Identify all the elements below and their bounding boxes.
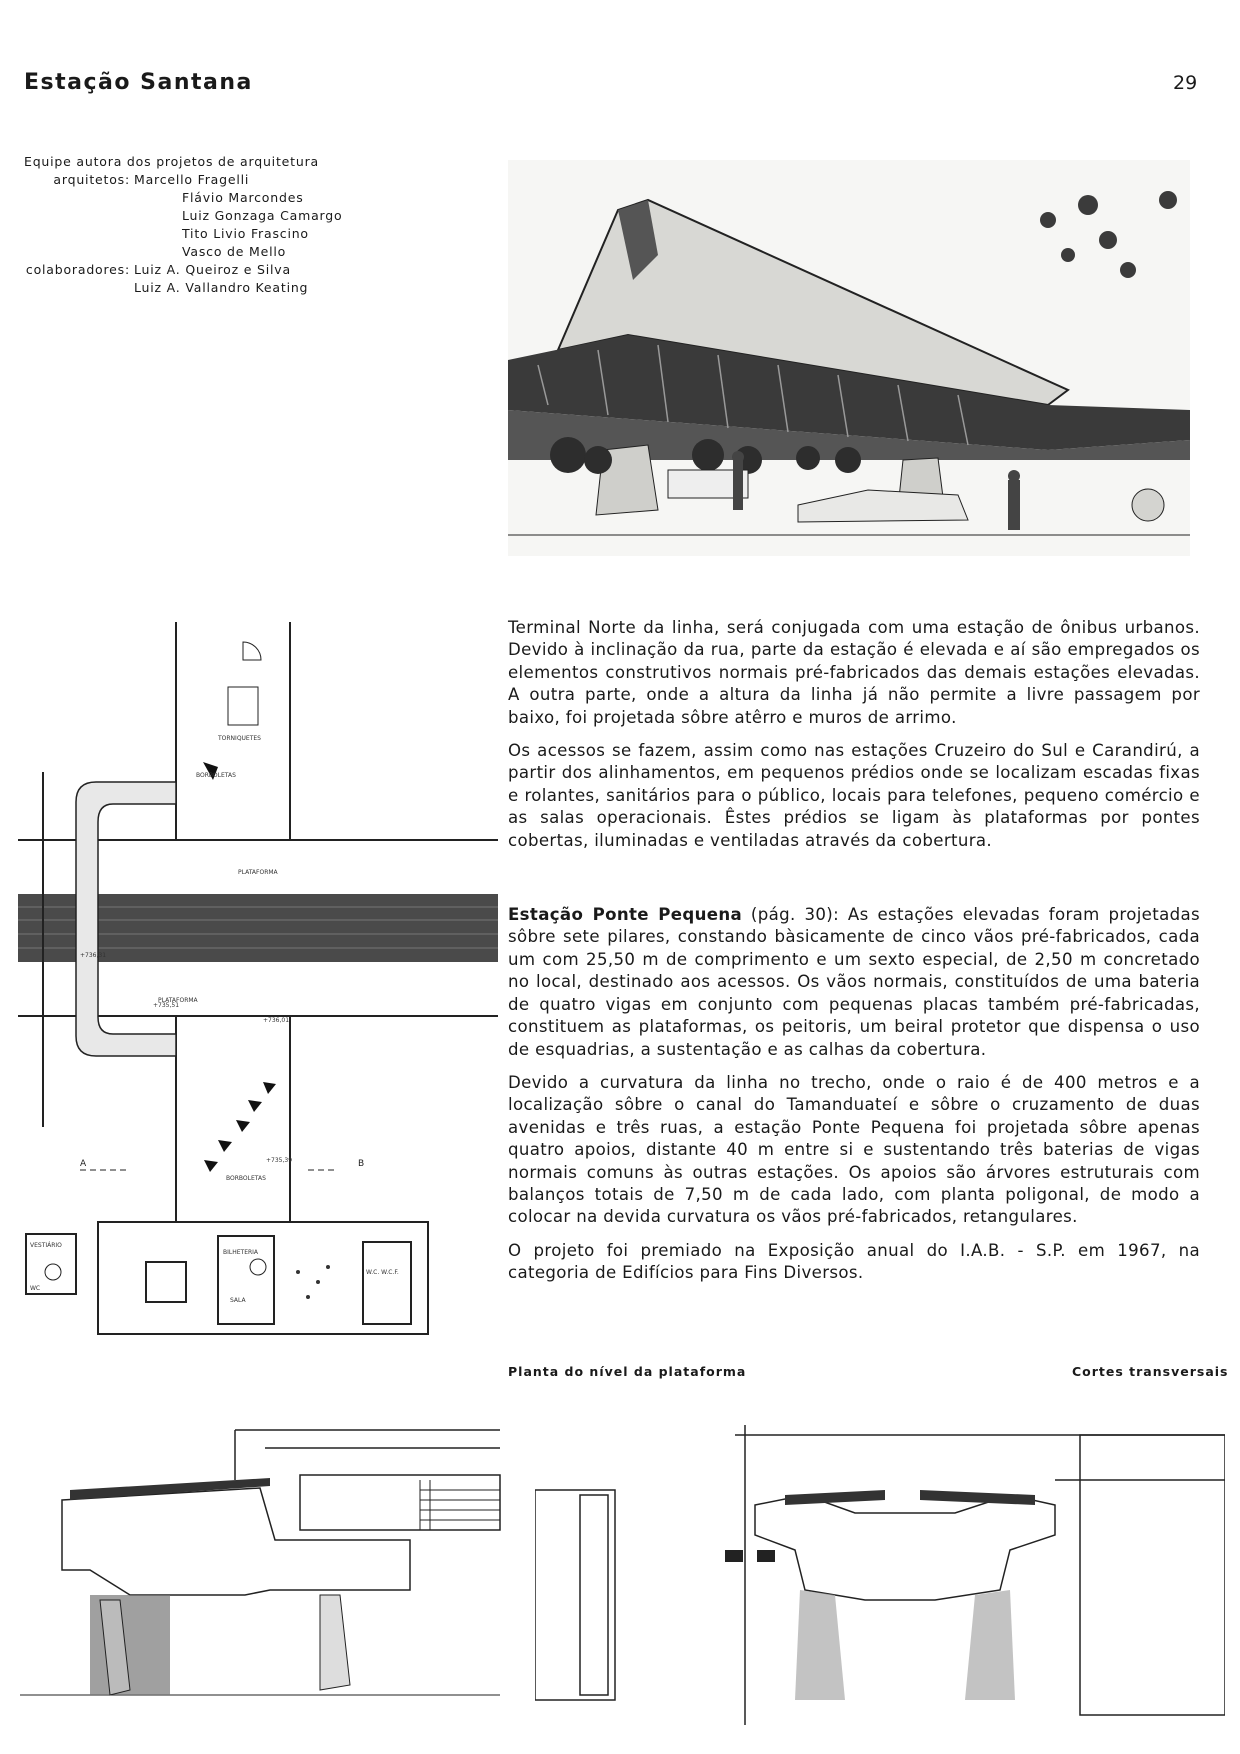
level-2: +735,51	[153, 1002, 180, 1009]
paragraph-3-text: (pág. 30): As estações elevadas foram projetadas sôbre sete pilares, constando bàsicamente de cinco vãos pré-fabricados, cada um com 25,50 m de comprimento e um sexto especial, de 2,50 m concretado no local, destinado aos acessos. Os vãos normais, constituídos de uma bateria de quatro vigas em conjunto com pequenas placas também pré-fabricadas, constituem as plataformas, os peitoris, um beiral protetor que dispensa o uso de esquadrias, a sustentação e as calhas da cobertura.	[508, 905, 1200, 1059]
level-3: +736,01	[263, 1017, 290, 1024]
wc-block-label: W.C. W.C.F.	[366, 1269, 399, 1276]
architect-name: Tito Livio Frascino	[182, 226, 309, 241]
section-b-marker: B	[358, 1159, 365, 1169]
paragraph-3	[508, 904, 1200, 1061]
borboletas-label-top: BORBOLETAS	[196, 772, 236, 779]
borboletas-label-bottom: BORBOLETAS	[226, 1175, 266, 1182]
level-4: +735,39	[266, 1157, 293, 1164]
platform-label-bottom: PLATAFORMA	[158, 997, 198, 1004]
plan-caption: Planta do nível da plataforma	[508, 1364, 747, 1379]
collaborator-name: Luiz A. Queiroz e Silva	[134, 262, 291, 277]
cross-section-drawing-a	[20, 1420, 520, 1725]
architect-name: Marcello Fragelli	[134, 172, 250, 187]
paragraph-1: Terminal Norte da linha, será conjugada com uma estação de ônibus urbanos. Devido à inclinação da rua, parte da estação é elevada e aí são empregados os elementos construtivos normais pré-fabricados das demais estações elevadas. A outra parte, onde a altura da linha já não permite a livre passagem por baixo, foi projetada sôbre atêrro e muros de arrimo.	[508, 618, 1200, 727]
turnstiles-label: TORNIQUETES	[218, 735, 261, 742]
architect-name: Flávio Marcondes	[182, 190, 304, 205]
bilheteria-label: BILHETERIA	[223, 1249, 259, 1256]
collaborator-name: Luiz A. Vallandro Keating	[134, 280, 309, 295]
station-name-bold: Estação Ponte Pequena	[508, 905, 743, 925]
body-text	[508, 617, 1200, 1296]
level-1: +736,31	[80, 952, 107, 959]
paragraph-4: Devido a curvatura da linha no trecho, onde o raio é de 400 metros e a localização sôbre o canal do Tamanduateí e sôbre o cruzamento de duas avenidas e três ruas, a estação Ponte Pequena foi projetada sôbre apenas quatro apoios, distante 40 m entre si e sustentando três baterias de vigas normais comuns às outras estações. Os apoios são árvores estruturais com balanços totais de 7,50 m de cada lado, com planta poligonal, de modo a colocar na devida curvatura os vãos pré-fabricados, retangulares.	[508, 1072, 1200, 1227]
page-title: Estação Santana	[24, 70, 253, 95]
architects-label: arquitetos:	[53, 172, 130, 187]
paragraph-5: O projeto foi premiado na Exposição anual do I.A.B. - S.P. em 1967, na categoria de Edifícios para Fins Diversos.	[508, 1240, 1200, 1283]
credits-heading: Equipe autora dos projetos de arquitetura	[24, 154, 319, 169]
paragraph-2: Os acessos se fazem, assim como nas estações Cruzeiro do Sul e Carandirú, a partir dos alinhamentos, em pequenos prédios onde se localizam escadas fixas e rolantes, sanitários para o público, locais para telefones, pequeno comércio e as salas operacionais. Êstes prédios se ligam às plataformas por pontes cobertas, iluminadas e ventiladas através da cobertura.	[508, 741, 1200, 850]
perspective-rendering	[508, 160, 1190, 556]
platform-plan-drawing	[18, 622, 498, 1384]
wc-label: WC	[30, 1285, 41, 1292]
cross-section-drawing-b	[535, 1425, 1225, 1730]
section-a-marker: A	[80, 1159, 87, 1169]
vestiario-label: VESTIÁRIO	[30, 1242, 62, 1249]
platform-label-top: PLATAFORMA	[238, 869, 278, 876]
architect-name: Vasco de Mello	[182, 244, 287, 259]
sections-caption: Cortes transversais	[1072, 1364, 1229, 1379]
architect-name: Luiz Gonzaga Camargo	[182, 208, 343, 223]
page-number: 29	[1173, 72, 1198, 94]
collaborators-label: colaboradores:	[25, 262, 130, 277]
sala-label: SALA	[230, 1297, 246, 1304]
